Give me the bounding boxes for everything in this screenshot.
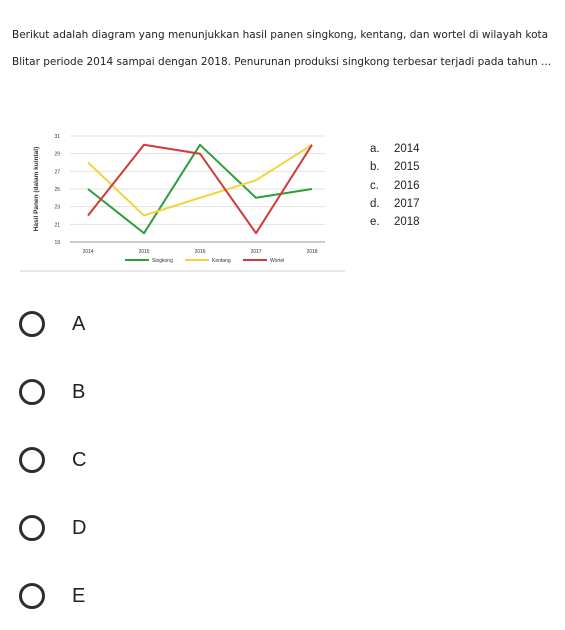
choice-letter: b. <box>370 161 380 174</box>
option-label: B <box>72 380 86 403</box>
y-tick-label: 31 <box>54 134 60 140</box>
chart-svg <box>20 128 345 273</box>
choice-letter: d. <box>370 197 380 210</box>
y-tick-label: 19 <box>54 240 60 246</box>
y-tick-label: 29 <box>54 151 60 158</box>
choice-value: 2014 <box>394 143 420 155</box>
y-axis-label: Hasil Panen (dalam kuintal) <box>33 146 40 232</box>
answer-option-b[interactable] <box>19 358 86 426</box>
legend-label: Singkong <box>152 258 173 264</box>
x-tick-label: 2018 <box>306 249 318 255</box>
choice-letter: a. <box>370 143 380 155</box>
choice-e <box>370 216 420 234</box>
choice-b <box>370 161 420 179</box>
harvest-line-chart <box>20 128 345 273</box>
choice-a <box>370 143 420 161</box>
x-tick-label: 2015 <box>138 249 150 255</box>
radio-button[interactable] <box>19 515 45 541</box>
option-label: C <box>72 448 87 471</box>
y-tick-label: 25 <box>54 187 60 193</box>
choice-letter: c. <box>370 179 379 192</box>
answer-options <box>19 290 86 630</box>
choice-value: 2017 <box>394 197 420 210</box>
choice-value: 2016 <box>394 179 420 192</box>
answer-option-a[interactable] <box>19 290 86 358</box>
radio-button[interactable] <box>19 379 45 405</box>
radio-button[interactable] <box>19 583 45 609</box>
choices-list <box>370 143 420 234</box>
y-tick-label: 21 <box>54 222 60 229</box>
radio-button[interactable] <box>19 447 45 473</box>
choice-value: 2018 <box>394 216 420 229</box>
option-label: D <box>72 516 87 539</box>
option-label: E <box>72 584 86 607</box>
choice-letter: e. <box>370 216 380 229</box>
x-tick-label: 2017 <box>250 249 262 255</box>
choice-c <box>370 180 420 198</box>
x-tick-label: 2014 <box>82 249 94 255</box>
answer-option-c[interactable] <box>19 426 86 494</box>
answer-option-e[interactable] <box>19 562 86 630</box>
y-tick-label: 23 <box>54 204 60 211</box>
x-tick-label: 2016 <box>194 249 206 255</box>
question-text: Berikut adalah diagram yang menunjukkan hasil panen singkong, kentang, dan wortel di wilayah kota Blitar periode 2014 sampai dengan 2018. Penurunan produksi singkong terbesar terjadi pada tahun ... <box>12 29 552 68</box>
answer-option-d[interactable] <box>19 494 86 562</box>
legend-label: Kentang <box>212 258 231 264</box>
option-label: A <box>72 312 86 335</box>
choice-value: 2015 <box>394 161 420 174</box>
radio-button[interactable] <box>19 311 45 337</box>
choice-d <box>370 198 420 216</box>
y-tick-label: 27 <box>54 169 60 176</box>
legend-label: Wortel <box>270 258 285 264</box>
